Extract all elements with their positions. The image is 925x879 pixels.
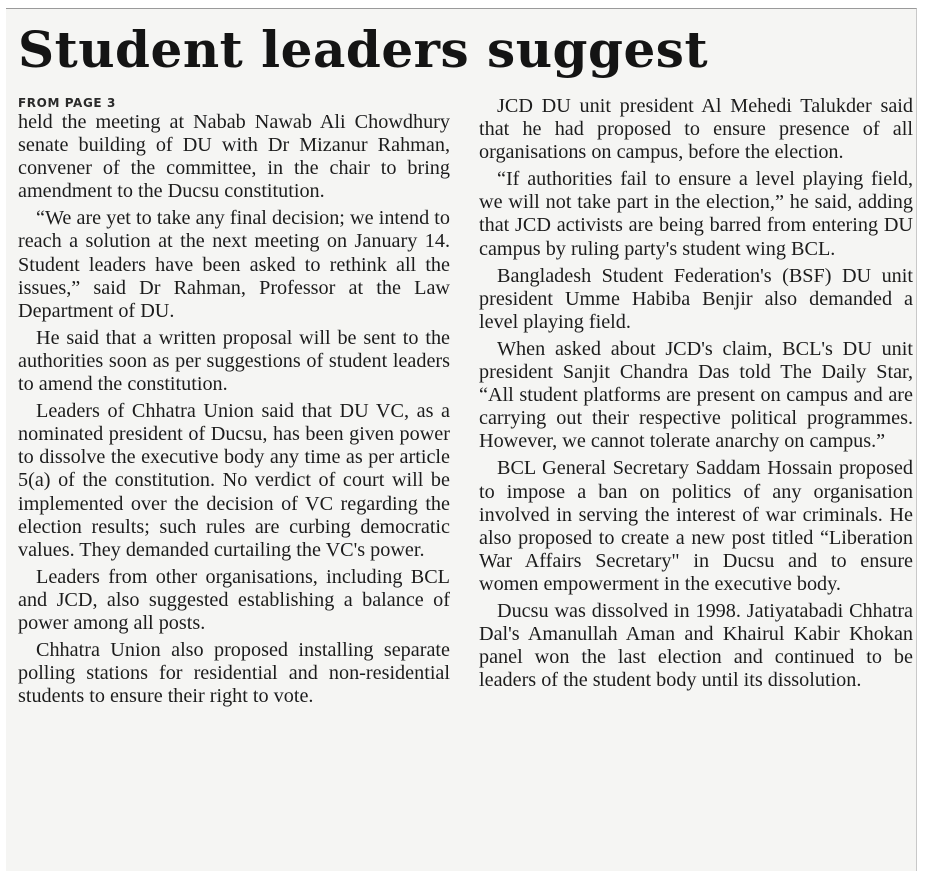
left-column (18, 95, 450, 712)
paragraph: held the meeting at Nabab Nawab Ali Chowdhury senate building of DU with Dr Mizanur Rahman, convener of the committee, in the chair to bring amendment to the Ducsu constitution. (18, 111, 450, 203)
paragraph: When asked about JCD's claim, BCL's DU unit president Sanjit Chandra Das told The Daily Star, “All student platforms are present on campus and are carrying out their respective political programmes. However, we cannot tolerate anarchy on campus.” (479, 337, 913, 453)
paragraph: BCL General Secretary Saddam Hossain proposed to impose a ban on politics of any organisation involved in serving the interest of war criminals. He also proposed to create a new post titled “Liberation War Affairs Secretary" in Ducsu and to ensure women empowerment in the executive body. (479, 457, 913, 595)
paragraph: “If authorities fail to ensure a level playing field, we will not take part in the election,” he said, adding that JCD activists are being barred from entering DU campus by ruling party's student wing BCL. (479, 168, 913, 260)
right-column (479, 95, 913, 696)
paragraph: Bangladesh Student Federation's (BSF) DU unit president Umme Habiba Benjir also demanded a level playing field. (479, 264, 913, 333)
newspaper-clipping (6, 8, 917, 871)
paragraph: Leaders from other organisations, including BCL and JCD, also suggested establishing a balance of power among all posts. (18, 565, 450, 634)
paragraph: JCD DU unit president Al Mehedi Talukder said that he had proposed to ensure presence of all organisations on campus, before the election. (479, 95, 913, 164)
paragraph: Leaders of Chhatra Union said that DU VC, as a nominated president of Ducsu, has been given power to dissolve the executive body any time as per article 5(a) of the constitution. No verdict of court will be implemented over the decision of VC regarding the election results; such rules are curbing democratic values. They demanded curtailing the VC's power. (18, 400, 450, 561)
headline: Student leaders suggest (18, 20, 709, 79)
continuation-kicker: FROM PAGE 3 (18, 96, 116, 110)
paragraph: He said that a written proposal will be sent to the authorities soon as per suggestions of student leaders to amend the constitution. (18, 326, 450, 396)
paragraph: Chhatra Union also proposed installing separate polling stations for residential and non-residential students to ensure their right to vote. (18, 639, 450, 708)
paragraph: Ducsu was dissolved in 1998. Jatiyatabadi Chhatra Dal's Amanullah Aman and Khairul Kabir Khokan panel won the last election and continued to be leaders of the student body until its dissolution. (479, 599, 913, 692)
paragraph: “We are yet to take any final decision; we intend to reach a solution at the next meeting on January 14. Student leaders have been asked to rethink all the issues,” said Dr Rahman, Professor at the Law Department of DU. (18, 207, 450, 322)
